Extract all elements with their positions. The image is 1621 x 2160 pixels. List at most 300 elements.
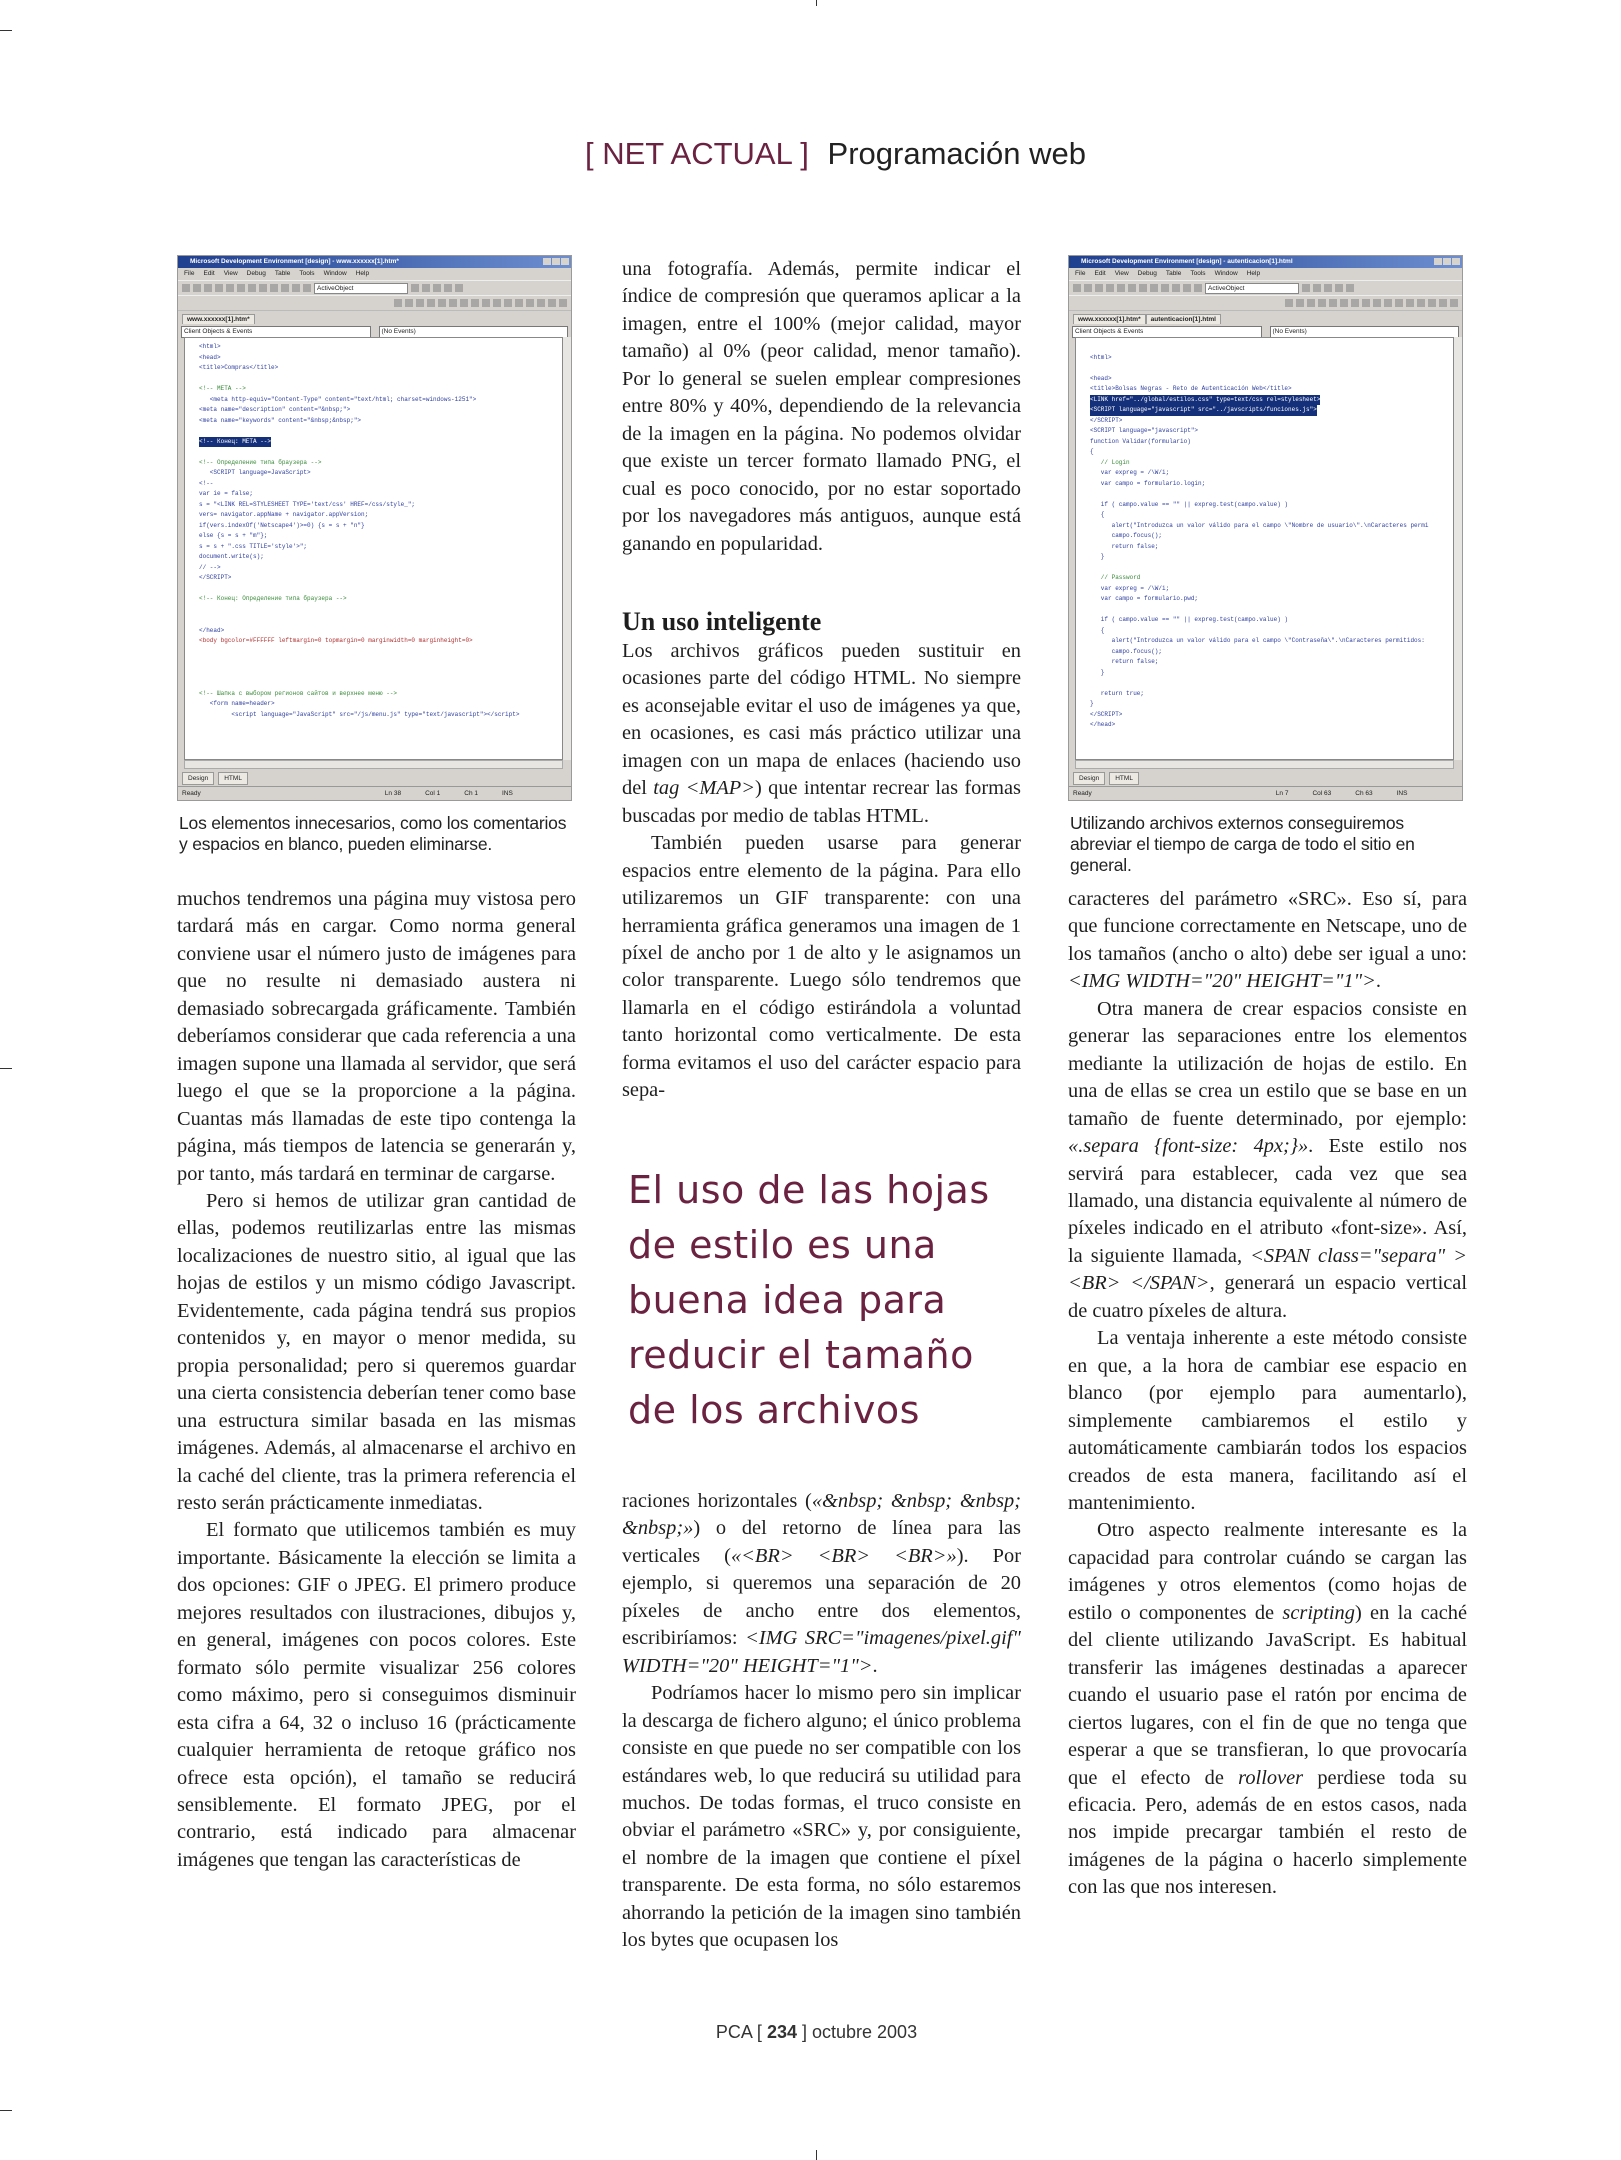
menu-item: Table [1165, 270, 1182, 277]
menu-item: Edit [1094, 270, 1106, 277]
code-line [1090, 542, 1453, 553]
code-text: <!-- [199, 479, 214, 487]
code-line [1090, 405, 1453, 416]
code-line [1090, 510, 1453, 521]
objects-dropdown: Client Objects & Events [181, 326, 371, 338]
events-dropdown: (No Events) [379, 326, 569, 338]
code-line [199, 447, 562, 458]
maximize-button [552, 258, 560, 265]
page-number: 234 [766, 2022, 797, 2042]
code-text: <form name=header> [199, 700, 275, 707]
toolbar-icon [1351, 299, 1359, 307]
view-tabs [1073, 772, 1139, 785]
paragraph [622, 1680, 1021, 1955]
code-line [199, 636, 562, 647]
code-text: var campo = formulario.pwd; [1090, 595, 1199, 602]
text-run: ). Por ejemplo, si queremos una separación de 20 píxeles de ancho entre dos elementos, escribiríamos: [622, 1544, 1021, 1650]
article-column-2-bottom [622, 1488, 1021, 1955]
toolbar-icon [204, 284, 212, 292]
toolbar-icon [1428, 299, 1436, 307]
code-text: return false; [1090, 658, 1159, 665]
code-text: } [1090, 700, 1094, 707]
toolbar-icon [526, 299, 534, 307]
code-line [1090, 521, 1453, 532]
code-text: } [1090, 668, 1105, 676]
code-line [1090, 468, 1453, 479]
text-run: una fotografía. Además, permite indicar el índice de compresión que queramos aplicar a la imagen, entre el 100% (mejor calidad, mayor tamaño) al 0% (peor calidad, menor tamaño). Por lo general se suelen emplear compresiones entre 80% y 40%, dependiendo de la relevancia de la imagen en la página. No podemos olvidar que existe un tercer formato llamado PNG, el cual es poco conocido, por no estar soportado por los navegadores más antiguos, aunque está ganando en popularidad. [622, 258, 1021, 555]
toolbar-icon [394, 299, 402, 307]
code-text: var expreg = /\W/i; [1090, 469, 1170, 476]
toolbar-icon [482, 299, 490, 307]
toolbar-icon [1346, 284, 1354, 292]
code-text: <meta name="description" content="&nbsp;"> [199, 406, 351, 413]
toolbar-icon [303, 284, 311, 292]
code-line [1090, 416, 1453, 427]
code-line [1090, 563, 1453, 574]
toolbar-icon [1139, 284, 1147, 292]
menu-item: File [1075, 270, 1086, 277]
toolbar-icon [281, 284, 289, 292]
paragraph [177, 886, 576, 1188]
code-text: vers= navigator.appName + navigator.appVersion; [199, 511, 369, 518]
view-tab: Design [1073, 772, 1105, 785]
pull-quote-line: de los archivos [628, 1388, 920, 1432]
pull-quote-line: buena idea para [628, 1278, 947, 1322]
code-text: </SCRIPT> [1090, 710, 1123, 718]
status-bar [178, 786, 571, 800]
code-line [1090, 384, 1453, 395]
window-title: Microsoft Development Environment [design] - autenticacion[1].html [1081, 258, 1293, 265]
paragraph [1068, 1325, 1467, 1517]
text-run: Los archivos gráficos pueden sustituir en ocasiones parte del código HTML. No siempre es aconsejable evitar el uso de imágenes ya que, en ocasiones, es casi más práctico utilizar una imagen con un mapa de enlaces (haciendo uso del [622, 640, 1021, 800]
title-bar [178, 256, 571, 268]
crop-mark [0, 30, 12, 31]
toolbar-icon [1329, 299, 1337, 307]
view-tabs [182, 772, 248, 785]
code-line [1090, 720, 1453, 731]
text-run: Otro aspecto realmente interesante es la capacidad para controlar cuándo se cargan las imágenes y otros elementos (como hojas de estilo o componentes de [1068, 1519, 1467, 1624]
toolbar-icon [1128, 284, 1136, 292]
text-run: . Este estilo nos servirá para establecer, cada vez que sea llamado, una distancia equivalente al número de píxeles indicado en el atributo «font-size». Así, la siguiente llamada, [1068, 1135, 1467, 1267]
toolbar-icon [1318, 299, 1326, 307]
code-line [199, 510, 562, 521]
toolbar-icon [405, 299, 413, 307]
status-field: Ch 63 [1355, 790, 1373, 797]
code-text: <meta name="keywords" content="&nbsp;&nbsp;"> [199, 416, 362, 424]
paragraph [622, 638, 1021, 830]
code-text: s = "<LINK REL=STYLESHEET TYPE='text/css' HREF=/css/style_"; [199, 500, 416, 508]
toolbar-icon [1362, 299, 1370, 307]
code-line [199, 689, 562, 700]
toolbar [1069, 280, 1462, 295]
toolbar-icon [559, 299, 567, 307]
code-text: <!-- Определение типа браузера --> [199, 458, 322, 466]
toolbar-icon [1373, 299, 1381, 307]
code-line [199, 699, 562, 710]
toolbar-icon [504, 299, 512, 307]
code-line [1090, 584, 1453, 595]
ide-screenshot-2 [1068, 255, 1463, 801]
minimize-button [543, 258, 551, 265]
toolbar-icon [1285, 299, 1293, 307]
code-text: { [1090, 626, 1105, 634]
code-line [199, 626, 562, 637]
toolbar-icon [411, 284, 419, 292]
document-tabs [178, 310, 571, 324]
toolbar-icon [1172, 284, 1180, 292]
text-run: También pueden usarse para generar espacios entre elemento de la página. Para ello utilizaremos un GIF transparente: con una herramienta gráfica generamos una imagen de 1 píxel de ancho por 1 de alto y le asignamos un color transparente. Luego sólo tendremos que llamarla en el código estirándola a voluntad tanto horizontal como verticalmente. De esta forma evitamos el uso del carácter espacio para sepa- [622, 832, 1021, 1102]
code-line [199, 363, 562, 374]
crop-mark [0, 1068, 12, 1069]
code-text: document.write(s); [199, 553, 264, 560]
code-line [1090, 636, 1453, 647]
issue-date: octubre 2003 [812, 2022, 918, 2042]
code-line [199, 353, 562, 364]
code-snippet: rollover [1238, 1766, 1304, 1789]
text-run: . [872, 1654, 878, 1677]
running-header [0, 136, 1621, 172]
pull-quote-line: reducir el tamaño [628, 1333, 974, 1377]
code-line [1090, 615, 1453, 626]
status-field: Ready [182, 790, 201, 797]
toolbar-icon [248, 284, 256, 292]
toolbar-icon [444, 284, 452, 292]
code-line [1090, 626, 1453, 637]
menu-item: Window [1214, 270, 1238, 277]
text-run: , generará un espacio vertical de cuatro píxeles de altura. [1068, 1272, 1468, 1322]
code-line [199, 584, 562, 595]
toolbar-icon [471, 299, 479, 307]
toolbar-icon [449, 299, 457, 307]
toolbar-icon [193, 284, 201, 292]
code-line [1090, 710, 1453, 721]
code-line [1090, 573, 1453, 584]
toolbar-icon [1384, 299, 1392, 307]
active-object-field: ActiveObject [314, 283, 408, 294]
toolbar-icon [438, 299, 446, 307]
paragraph [622, 256, 1021, 558]
toolbar-icon [237, 284, 245, 292]
article-column-2-top [622, 256, 1021, 558]
horizontal-scrollbar [1075, 760, 1454, 769]
toolbar-icon [292, 284, 300, 292]
paragraph [1068, 1517, 1467, 1901]
toolbar-icon [515, 299, 523, 307]
menu-item: View [1114, 270, 1129, 277]
menu-bar [178, 268, 571, 280]
code-text: var ie = false; [199, 490, 254, 497]
maximize-button [1443, 258, 1451, 265]
code-text: <head> [199, 353, 221, 361]
code-line [199, 573, 562, 584]
paragraph [177, 1517, 576, 1874]
vertical-scrollbar [1454, 337, 1462, 760]
horizontal-scrollbar [184, 760, 563, 769]
toolbar [178, 295, 571, 310]
code-line [199, 552, 562, 563]
code-line [1090, 342, 1453, 353]
ide-screenshot-1 [177, 255, 572, 801]
toolbar-icon [1302, 284, 1310, 292]
toolbar-icon [1450, 299, 1458, 307]
text-run: raciones horizontales ( [622, 1490, 812, 1512]
text-run: Pero si hemos de utilizar gran cantidad de ellas, podemos reutilizarlas entre las mismas localizaciones de nuestro sitio, al igual que las hojas de estilos y un mismo código Javascript. Evidentemente, cada página tendrá sus propios contenidos y, en mayor o menor medida, su propia personalidad; pero si queremos guardar una cierta consistencia deberían tener como base una estructura similar basada en las mismas imágenes. Además, al almacenarse el archivo en la caché del cliente, tras la primera referencia el resto serán prácticamente inmediatas. [177, 1189, 576, 1514]
code-text: // Login [1090, 458, 1130, 466]
status-field: Ch 1 [464, 790, 478, 797]
code-text: s = s + ".css TITLE='style'>"; [199, 542, 308, 550]
menu-item: Edit [203, 270, 215, 277]
code-line [1090, 500, 1453, 511]
toolbar-icon [422, 284, 430, 292]
code-line [1090, 447, 1453, 458]
code-text: <!-- Конец: Определение типа браузера --> [199, 595, 347, 602]
code-line [199, 605, 562, 616]
menu-item: Debug [1137, 270, 1157, 277]
menu-item: View [223, 270, 238, 277]
minimize-button [1434, 258, 1442, 265]
text-run: perdiese toda su eficacia. Pero, además de en estos casos, nada nos impide precargar también el resto de imágenes de la página o hacerlo simplemente con las que nos interesen. [1068, 1766, 1467, 1899]
toolbar-icon [1073, 284, 1081, 292]
code-line [199, 542, 562, 553]
status-field: Ln 7 [1275, 790, 1289, 797]
toolbar-icon [1296, 299, 1304, 307]
code-text: } [1090, 553, 1105, 560]
code-text: function Validar(formulario) [1090, 437, 1191, 445]
section-label: [ NET ACTUAL ] [584, 136, 809, 171]
code-snippet: «&nbsp; &nbsp; &nbsp; &nbsp;» [622, 1490, 1021, 1540]
code-line [1090, 458, 1453, 469]
paragraph [177, 1188, 576, 1517]
text-run: Podríamos hacer lo mismo pero sin implicar la descarga de fichero alguno; el único problema consiste en que puede no ser compatible con los estándares web, lo que reducirá su utilidad para muchos. De todas formas, el truco consiste en obviar el parámetro «SRC» y, por consiguiente, el nombre de la imagen que contiene el píxel transparente. De esta forma, no sólo estaremos ahorrando la petición de la imagen sino también los bytes que ocupasen los [622, 1682, 1021, 1952]
vertical-scrollbar [563, 337, 571, 760]
menu-item: Help [355, 270, 370, 277]
menu-bar [1069, 268, 1462, 280]
code-editor [184, 337, 563, 760]
text-run: La ventaja inherente a este método consiste en que, a la hora de cambiar ese espacio en blanco (por ejemplo para aumentarlo), simplemente cambiaremos el estilo y automáticamente cambiarán todos los espacios creados de esta manera, facilitando así el mantenimiento. [1068, 1327, 1467, 1514]
toolbar-icon [1084, 284, 1092, 292]
toolbar-icon [1417, 299, 1425, 307]
code-line [1090, 668, 1453, 679]
code-text: campo.focus(); [1090, 647, 1163, 655]
page-footer: PCA [ 234 ] octubre 2003 [715, 2022, 918, 2042]
toolbar-icon [1439, 299, 1447, 307]
code-line [1090, 689, 1453, 700]
toolbar-icon [433, 284, 441, 292]
code-line [199, 521, 562, 532]
toolbar [178, 280, 571, 295]
code-line [199, 594, 562, 605]
code-line [199, 416, 562, 427]
toolbar-icon [1183, 284, 1191, 292]
toolbar-icon [1194, 284, 1202, 292]
paragraph [622, 1488, 1021, 1680]
code-line [1090, 353, 1453, 364]
text-run: caracteres del parámetro «SRC». Eso sí, para que funcione correctamente en Netscape, uno de los tamaños (ancho o alto) debe ser igual a uno: [1068, 888, 1467, 965]
code-text: <head> [1090, 374, 1112, 382]
code-line [1090, 426, 1453, 437]
paragraph [622, 830, 1021, 1105]
code-line [199, 678, 562, 689]
code-snippet: scripting [1282, 1601, 1355, 1624]
menu-item: Debug [246, 270, 266, 277]
code-line [199, 468, 562, 479]
code-line [199, 657, 562, 668]
code-text: <!-- META --> [199, 385, 246, 392]
close-button [561, 258, 569, 265]
code-line [1090, 594, 1453, 605]
code-line [1090, 363, 1453, 374]
toolbar-icon [460, 299, 468, 307]
code-line [1090, 374, 1453, 385]
code-text: <LINK href="../global/estilos.css" type=text/css rel=stylesheet> [1090, 395, 1320, 406]
window-controls [1434, 258, 1460, 265]
menu-item: Help [1246, 270, 1261, 277]
pull-quote-line: de estilo es una [628, 1223, 937, 1267]
code-text: </head> [199, 626, 225, 634]
text-run: . [1375, 970, 1382, 993]
code-text: alert("Introduzca un valor válido para el campo \"Nombre de usuario\".\nCaracteres permi [1090, 521, 1429, 529]
code-text: <SCRIPT language="javascript"> [1090, 427, 1199, 434]
code-line [199, 647, 562, 658]
code-line [1090, 657, 1453, 668]
code-line [199, 489, 562, 500]
toolbar-icon [1335, 284, 1343, 292]
code-line [199, 479, 562, 490]
view-tab: HTML [1109, 772, 1139, 785]
document-tab: autenticacion[1].html [1146, 314, 1221, 324]
text-run: El formato que utilicemos también es muy importante. Básicamente la elección se limita a dos opciones: GIF o JPEG. El primero produce mejores resultados con ilustraciones, dibujos y, en general, imágenes con pocos colores. Este formato sólo permite visualizar 256 colores como máximo, pero si conseguimos disminuir esta cifra a 64, 32 o incluso 16 (prácticamente cualquier herramienta de retoque gráfico nos ofrece esta opción), el tamaño se reducirá sensiblemente. El formato JPEG, por el contrario, está indicado para almacenar imágenes que tengan las características de [177, 1519, 576, 1871]
toolbar-icon [416, 299, 424, 307]
crop-mark [816, 0, 817, 6]
window-controls [543, 258, 569, 265]
status-field: INS [502, 790, 513, 797]
window-title: Microsoft Development Environment [design] - www.xxxxxx[1].htm* [190, 258, 399, 265]
code-line [199, 563, 562, 574]
code-line [1090, 699, 1453, 710]
view-tab: Design [182, 772, 214, 785]
code-line [199, 437, 562, 448]
code-line [199, 458, 562, 469]
code-line [1090, 552, 1453, 563]
code-text: <!-- Конец: META --> [199, 437, 271, 448]
code-text: if(vers.indexOf('Netscape4')>=0) {s = s + "n"} [199, 521, 365, 529]
code-line [199, 342, 562, 353]
subheading: Un uso inteligente [622, 607, 822, 636]
code-text: return true; [1090, 689, 1145, 697]
objects-dropdown: Client Objects & Events [1072, 326, 1262, 338]
code-text: { [1090, 448, 1094, 455]
code-line [199, 615, 562, 626]
code-text: <html> [1090, 353, 1112, 361]
close-button [1452, 258, 1460, 265]
code-text: // Password [1090, 574, 1141, 581]
document-tabs [1069, 310, 1462, 324]
section-subtitle: Programación web [827, 136, 1087, 171]
magazine-name: PCA [715, 2022, 752, 2042]
article-column-1 [177, 886, 576, 1874]
text-run: ) o del retorno de línea para las verticales ( [622, 1517, 1021, 1567]
code-text: var expreg = /\W/i; [1090, 584, 1170, 592]
article-column-3 [1068, 886, 1467, 1902]
code-text: <SCRIPT language="javascript" src="../javscripts/funciones.js"> [1090, 405, 1317, 416]
code-text: </SCRIPT> [199, 574, 232, 581]
active-object-field: ActiveObject [1205, 283, 1299, 294]
text-run: ) que intentar recrear las formas buscadas por medio de tablas HTML. [622, 777, 1021, 827]
code-editor [1075, 337, 1454, 760]
view-tab: HTML [218, 772, 248, 785]
code-text: // --> [199, 563, 221, 571]
code-text: <SCRIPT language=JavaScript> [199, 469, 311, 476]
menu-item: File [184, 270, 195, 277]
toolbar-icon [270, 284, 278, 292]
code-text: return false; [1090, 542, 1159, 550]
code-line [1090, 531, 1453, 542]
figure-caption-1: Los elementos innecesarios, como los comentarios y espacios en blanco, pueden eliminarse. [179, 813, 567, 854]
code-line [1090, 647, 1453, 658]
code-text: if ( campo.value == "" || expreg.test(campo.value) ) [1090, 500, 1289, 508]
toolbar-icon [1161, 284, 1169, 292]
events-dropdown: (No Events) [1270, 326, 1460, 338]
toolbar-icon [427, 299, 435, 307]
toolbar-icon [1340, 299, 1348, 307]
toolbar-icon [1313, 284, 1321, 292]
toolbar-icon [1117, 284, 1125, 292]
menu-item: Window [323, 270, 347, 277]
toolbar-icon [1406, 299, 1414, 307]
toolbar-icon [548, 299, 556, 307]
code-line [199, 500, 562, 511]
code-text: <title>Compras</title> [199, 364, 279, 371]
code-snippet: «.separa {font-size: 4px;}» [1068, 1135, 1309, 1158]
document-tab: www.xxxxxx[1].htm* [182, 314, 255, 324]
toolbar-icon [1106, 284, 1114, 292]
toolbar-icon [537, 299, 545, 307]
toolbar-icon [1395, 299, 1403, 307]
status-bar [1069, 786, 1462, 800]
code-text: <meta http-equiv="Content-Type" content="text/html; charset=windows-1251"> [199, 395, 477, 403]
code-text: var campo = formulario.login; [1090, 479, 1206, 487]
status-field: Ln 38 [384, 790, 402, 797]
code-text: campo.focus(); [1090, 532, 1163, 539]
toolbar-icon [455, 284, 463, 292]
paragraph [1068, 886, 1467, 996]
code-line [199, 531, 562, 542]
code-line [1090, 678, 1453, 689]
code-line [1090, 605, 1453, 616]
code-text: <html> [199, 343, 221, 350]
code-snippet: «<BR> <BR> <BR>» [730, 1544, 957, 1567]
toolbar-icon [1095, 284, 1103, 292]
figure-caption-2: Utilizando archivos externos conseguiremos abreviar el tiempo de carga de todo el sitio en general. [1070, 813, 1415, 875]
title-bar [1069, 256, 1462, 268]
code-text: if ( campo.value == "" || expreg.test(campo.value) ) [1090, 616, 1289, 623]
pull-quote-line: El uso de las hojas [628, 1168, 990, 1212]
code-line [199, 668, 562, 679]
code-line [199, 395, 562, 406]
toolbar-icon [215, 284, 223, 292]
text-run: ) en la caché del cliente utilizando JavaScript. Es habitual transferir las imágenes destinadas a aparecer cuando el usuario pase el ratón por encima de ciertos lugares, con el fin de que no tenga que esperar a que se transfieran, lo que provocaría que el efecto de [1068, 1601, 1467, 1789]
status-field: Ready [1073, 790, 1092, 797]
menu-item: Tools [1190, 270, 1206, 277]
toolbar-icon [259, 284, 267, 292]
toolbar-icon [182, 284, 190, 292]
toolbar-icon [493, 299, 501, 307]
article-column-2-middle [622, 638, 1021, 1105]
code-line [1090, 395, 1453, 406]
code-line [199, 374, 562, 385]
toolbar-icon [1150, 284, 1158, 292]
text-run: muchos tendremos una página muy vistosa pero tardará más en cargar. Como norma general conviene usar el número justo de imágenes para que no resulte ni demasiado austera ni demasiado sobrecargada gráficamente. También deberíamos considerar que cada referencia a una imagen supone una llamada al servidor, que será luego el que se la proporcione a la página. Cuantas más llamadas de este tipo contenga la página, más tiempos de latencia se generarán y, por tanto, más tardará en terminar de cargarse. [177, 888, 576, 1185]
